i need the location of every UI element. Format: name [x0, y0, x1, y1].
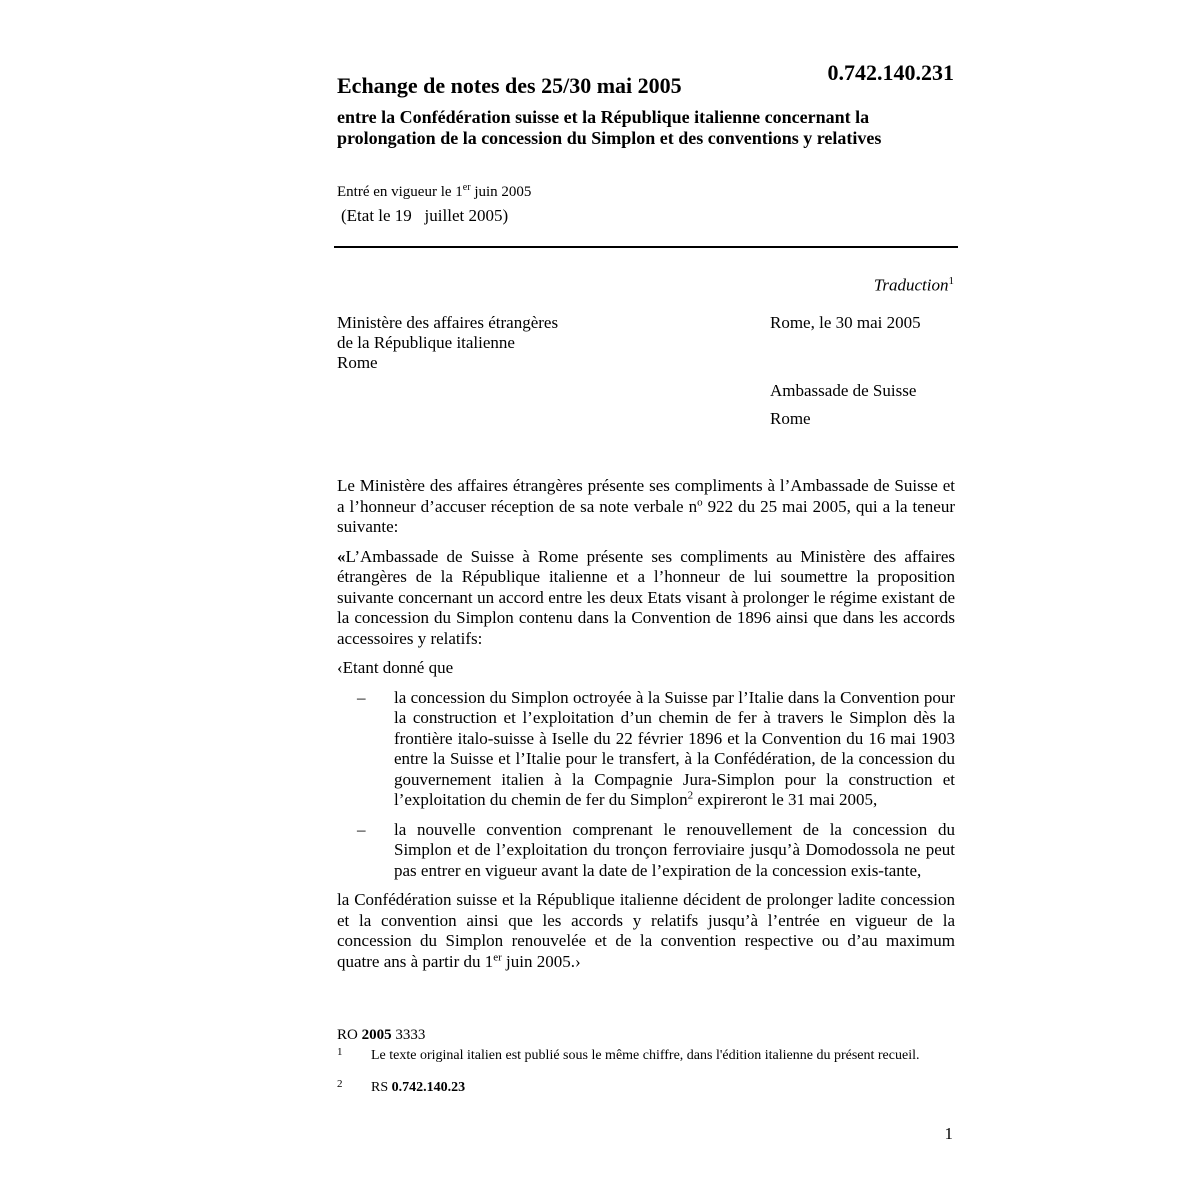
sender-line: de la République italienne — [337, 333, 515, 352]
ro-reference — [337, 1027, 425, 1044]
paragraph-sup: o — [697, 495, 703, 508]
paragraph-text: la Confédération suisse et la République italienne décident de prolonger ladite concession et la convention ainsi que les accords y relatifs jusqu’à l’entrée en vigueur de la concession du Simplon renouvelée et de la convention respective ou d’au maximum quatre ans à partir du 1 — [337, 890, 955, 971]
paragraph-text: 922 du 25 mai 2005, qui a la teneur suivante: — [337, 496, 955, 536]
ro-page: 3333 — [391, 1027, 426, 1043]
dash-bullet: – — [357, 687, 366, 707]
list-item — [337, 820, 955, 882]
sender-line: Rome — [337, 353, 378, 372]
footnote-number: 2 — [337, 1078, 343, 1090]
entry-sup: er — [462, 182, 471, 193]
status-date: (Etat le 19 juillet 2005) — [341, 206, 509, 225]
page-number: 1 — [944, 1124, 953, 1143]
entry-suffix: juin 2005 — [470, 184, 532, 200]
document-title: Echange de notes des 25/30 mai 2005 — [337, 73, 682, 98]
header-divider — [334, 246, 958, 248]
paragraph: ‹Etant donné que — [337, 658, 454, 677]
footnote-2 — [337, 1080, 955, 1098]
sender-address — [337, 313, 558, 373]
recipient-line: Ambassade de Suisse — [770, 381, 917, 400]
footnote-text — [371, 1080, 955, 1096]
paragraph-text: juin 2005.› — [501, 951, 581, 971]
translation-label: Traduction — [873, 275, 949, 295]
list-item — [337, 688, 955, 811]
paragraph-sup: er — [493, 950, 502, 963]
paragraph — [337, 547, 955, 650]
footnote-number: 1 — [337, 1046, 343, 1058]
paragraph-text: Le Ministère des affaires étrangères présente ses compliments à l’Ambassade de Suisse et a l’honneur d’accuser réception de sa note verbale n — [337, 476, 955, 516]
paragraph-text: L’Ambassade de Suisse à Rome présente ses compliments au Ministère des affaires étrangères de la République italienne et a l’honneur de lui soumettre la proposition suivante concernant un accord entre les deux Etats visant à prolonger le régime existant de la concession du Simplon contenu dans la Convention de 1896 ainsi que dans les accords accessoires y relatifs: — [337, 546, 955, 648]
entry-prefix: Entré en vigueur le 1 — [337, 184, 463, 200]
list-item-text: la concession du Simplon octroyée à la Suisse par l’Italie dans la Convention pour la construction et l’exploitation d’un chemin de fer à travers le Simplon dès la frontière italo-suisse à Iselle du 22 février 1896 et la Convention du 16 mai 1903 entre la Suisse et l’Italie pour le transfert, à la Confédération, de la concession du gouvernement italien à la Compagnie Jura-Simplon pour la construction et l’exploitation du chemin de fer du Simplon — [394, 687, 955, 809]
sr-number: 0.742.140.231 — [827, 60, 954, 85]
list-item-text: la nouvelle convention comprenant le renouvellement de la concession du Simplon et de l’exploitation du tronçon ferroviaire jusqu’à Domodossola ne peut pas entrer en vigueur avant la date de l’expiration de la concession exis-tante, — [394, 819, 955, 880]
ro-year: 2005 — [361, 1027, 392, 1043]
recipient-line: Rome — [770, 409, 811, 428]
paragraph — [337, 890, 955, 972]
footnote-ref-2: 2 — [687, 789, 694, 802]
quote-mark: « — [337, 546, 346, 566]
footnote-prefix: RS — [371, 1080, 392, 1095]
dash-bullet: – — [357, 819, 366, 839]
document-subtitle: entre la Confédération suisse et la République italienne concernant la prolongation de la concession du Simplon et des conventions y relatives — [337, 107, 882, 148]
footnote-ref-1: 1 — [948, 275, 954, 287]
letter-date: Rome, le 30 mai 2005 — [770, 313, 921, 332]
entry-into-force — [337, 182, 531, 201]
document-page — [337, 0, 957, 1200]
sender-line: Ministère des affaires étrangères — [337, 313, 559, 332]
footnote-text: Le texte original italien est publié sous le même chiffre, dans l'édition italienne du présent recueil. — [371, 1048, 920, 1063]
paragraph — [337, 476, 955, 538]
footnote-1 — [337, 1048, 955, 1082]
ro-prefix: RO — [337, 1027, 362, 1043]
list-item-text: expireront le 31 mai 2005, — [693, 790, 878, 809]
translation-note — [874, 275, 954, 296]
letter-body — [337, 476, 955, 972]
footnote-ref-link: 0.742.140.23 — [391, 1080, 466, 1095]
